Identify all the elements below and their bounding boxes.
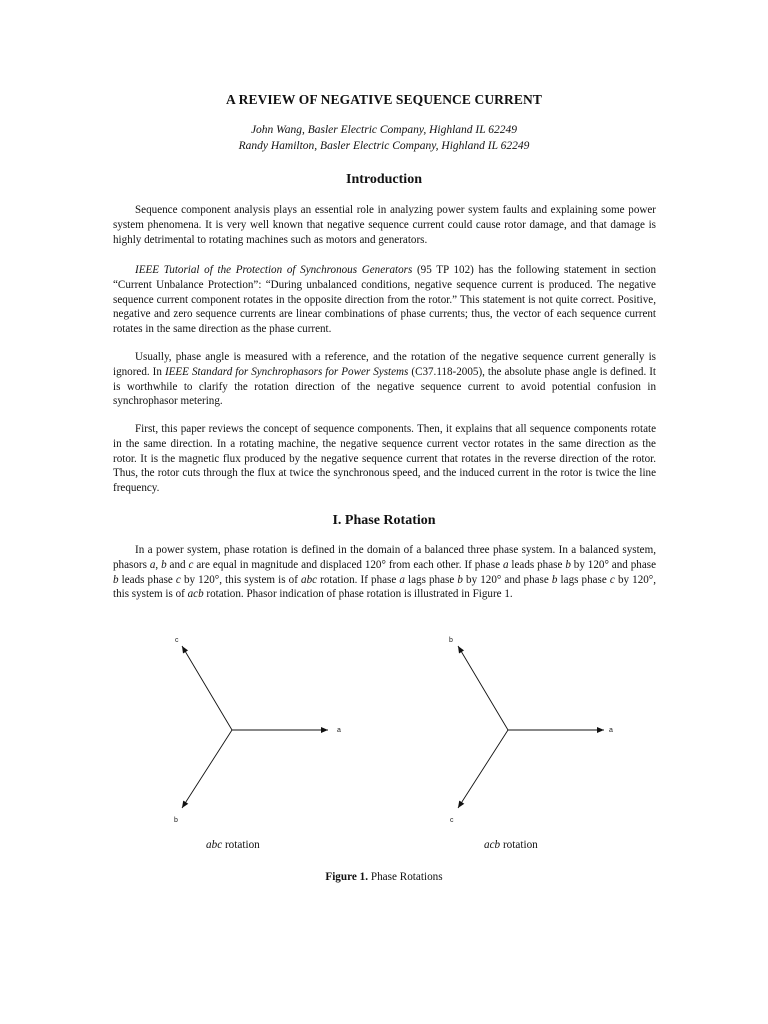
paragraph-3-post: (C37.118-2005), the absolute phase angle is defined. It is worthwhile to clarify the rotation direction of the negative sequence current to avoid potential confusion in synchrophasor metering.	[113, 365, 657, 408]
label-right: a	[337, 727, 341, 734]
phasor-b	[458, 646, 508, 730]
p5-seg: and	[166, 558, 189, 571]
caption-abc-it: abc	[206, 839, 223, 851]
p5-seg: are equal in magnitude and displaced 120° from each other. If phase	[193, 558, 503, 571]
figure-1-caption	[0, 871, 768, 883]
p5-seg: lags phase	[557, 573, 610, 586]
phase-c: c	[609, 573, 615, 586]
p5-seg: by 120°, this system is of	[180, 573, 302, 586]
label-top: c	[175, 637, 179, 644]
p5-seg: by 120°, this system is of	[113, 573, 656, 601]
phase-b: b	[551, 573, 558, 586]
phase-a: a	[399, 573, 405, 586]
label-top: b	[449, 637, 453, 644]
intro-heading: Introduction	[346, 172, 422, 187]
phase-b: b	[113, 573, 119, 586]
p5-seg: leads phase	[508, 558, 566, 571]
phase-c: c	[175, 573, 181, 586]
caption-acb	[484, 839, 538, 851]
paragraph-4: First, this paper reviews the concept of sequence components. Then, it explains that all sequence components rotate in the same direction. In a rotating machine, the negative sequence current vector rotates in the same direction as the rotor. It is the magnetic flux produced by the negative sequence current that rotates in the reverse direction of the rotor. Thus, the rotor cuts through the flux at twice the synchronous speed, and the induced current in the rotor is twice the line frequency.	[113, 423, 656, 495]
p5-seg: by 120° and phase	[570, 558, 656, 571]
caption-acb-it: acb	[484, 839, 501, 851]
paragraph-2	[113, 263, 656, 337]
caption-acb-text: rotation	[500, 839, 538, 851]
caption-abc-text: rotation	[222, 839, 260, 851]
phasor-b	[182, 730, 232, 808]
abc-term: abc	[301, 573, 318, 586]
caption-abc	[206, 839, 260, 851]
acb-term: acb	[187, 588, 204, 601]
label-bottom: b	[174, 817, 178, 824]
figure-1-title: Phase Rotations	[368, 871, 443, 883]
author-line-2: Randy Hamilton, Basler Electric Company, Highland IL 62249	[238, 140, 530, 152]
paragraph-1: Sequence component analysis plays an essential role in analyzing power system faults and explaining some power system phenomena. It is very well known that negative sequence current could cause rotor damage, and that damage is highly detrimental to rotating machines such as motors and generators.	[113, 204, 656, 246]
phase-a: a	[149, 558, 156, 571]
paragraph-3	[113, 350, 656, 409]
label-bottom: c	[450, 817, 454, 824]
p5-seg: rotation. Phasor indication of phase rotation is illustrated in Figure 1.	[203, 588, 513, 601]
paper-title: A REVIEW OF NEGATIVE SEQUENCE CURRENT	[226, 92, 542, 107]
phase-b: b	[161, 558, 167, 571]
phase-b: b	[457, 573, 463, 586]
figure-1-label: Figure 1.	[325, 871, 369, 883]
p5-seg: leads phase	[118, 573, 176, 586]
p5-seg: ,	[155, 558, 162, 571]
phase-b: b	[565, 558, 571, 571]
section-1-heading: I. Phase Rotation	[332, 513, 436, 528]
label-right: a	[609, 727, 613, 734]
paragraph-3-pre: Usually, phase angle is measured with a reference, and the rotation of the negative sequence current generally is ignored. In	[113, 351, 656, 378]
paragraph-2-text: (95 TP 102) has the following statement in section “Current Unbalance Protection”: “During unbalanced conditions, negative sequence current is produced. The negative sequence current component rotates in the opposite direction from the rotor.” This statement is not quite correct. Positive, negative and zero sequence currents are linear combinations of phase currents; thus, the vector of each sequence current rotates in the same direction as the phase current.	[113, 264, 656, 336]
p5-seg: by 120° and phase	[462, 573, 552, 586]
phase-c: c	[188, 558, 194, 571]
p5-seg: lags phase	[404, 573, 458, 586]
phase-a: a	[502, 558, 509, 571]
p5-seg: In a power system, phase rotation is defined in the domain of a balanced three phase system. In a balanced system, phasors	[113, 544, 656, 571]
ieee-standard-ref: IEEE Standard for Synchrophasors for Power Systems	[164, 365, 409, 378]
phasor-diagram-acb	[436, 630, 636, 830]
ieee-tutorial-ref: IEEE Tutorial of the Protection of Synchronous Generators	[135, 264, 413, 276]
phasor-c	[458, 730, 508, 808]
author-line-1: John Wang, Basler Electric Company, Highland IL 62249	[250, 124, 518, 136]
paragraph-5	[113, 543, 656, 602]
phasor-c	[182, 646, 232, 730]
phasor-diagram-abc	[160, 630, 360, 830]
p5-seg: rotation. If phase	[317, 573, 400, 586]
